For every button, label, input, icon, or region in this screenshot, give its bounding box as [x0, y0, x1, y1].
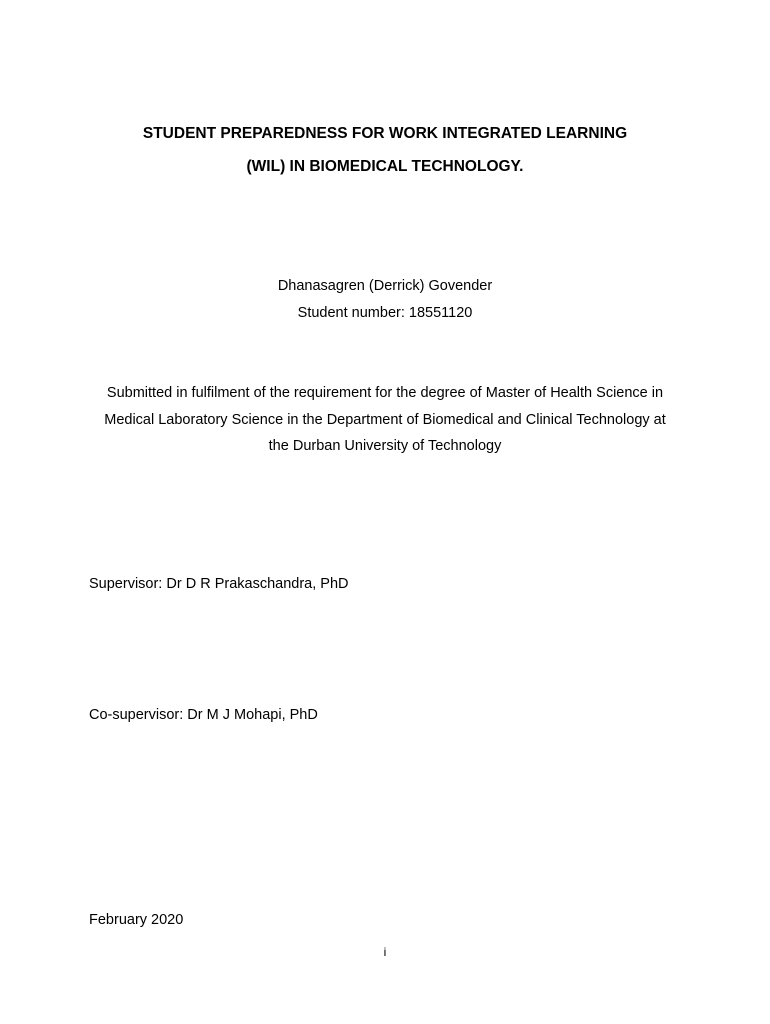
submission-line-2: Medical Laboratory Science in the Department of Biomedical and Clinical Technology at — [104, 412, 666, 428]
author-name: Dhanasagren (Derrick) Govender — [277, 278, 493, 294]
title-line-1: STUDENT PREPAREDNESS FOR WORK INTEGRATED LEARNING — [142, 125, 628, 142]
title-line-2: (WIL) IN BIOMEDICAL TECHNOLOGY. — [246, 158, 524, 175]
submission-line-3: the Durban University of Technology — [268, 438, 502, 454]
student-number: Student number: 18551120 — [297, 305, 473, 321]
page-number: i — [383, 945, 387, 959]
submission-line-1: Submitted in fulfilment of the requirement for the degree of Master of Health Science in — [106, 385, 664, 401]
co-supervisor: Co-supervisor: Dr M J Mohapi, PhD — [89, 707, 318, 723]
supervisor: Supervisor: Dr D R Prakaschandra, PhD — [89, 576, 349, 592]
submission-date: February 2020 — [89, 912, 184, 928]
